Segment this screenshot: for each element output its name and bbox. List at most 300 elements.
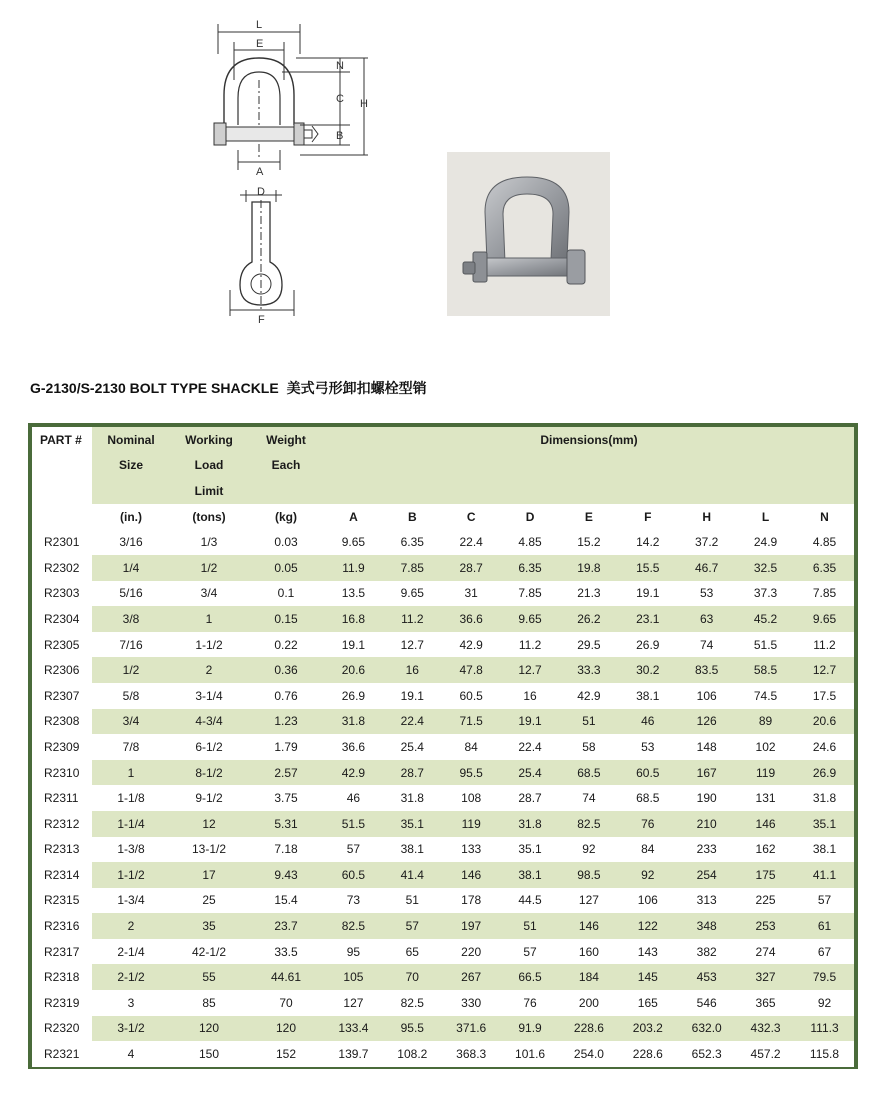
table-cell: 127 [560, 888, 619, 914]
table-cell: 9.65 [795, 606, 854, 632]
table-cell: 44.5 [501, 888, 560, 914]
table-cell: 1-1/2 [92, 862, 170, 888]
table-cell: 9.65 [501, 606, 560, 632]
table-cell: 74.5 [736, 683, 795, 709]
table-cell: 26.9 [324, 683, 383, 709]
header-working-1: Working [170, 427, 248, 453]
table-cell: 26.2 [560, 606, 619, 632]
table-cell: 2-1/2 [92, 964, 170, 990]
table-cell: 13.5 [324, 581, 383, 607]
table-cell: 82.5 [383, 990, 442, 1016]
table-cell: 9.43 [248, 862, 324, 888]
table-cell: 267 [442, 964, 501, 990]
table-cell: 4.85 [795, 529, 854, 555]
table-cell: 20.6 [324, 657, 383, 683]
header-weight-2: Each [248, 453, 324, 479]
table-cell: 53 [618, 734, 677, 760]
table-row [32, 529, 854, 555]
table-cell: 46 [618, 709, 677, 735]
table-cell: 53 [677, 581, 736, 607]
table-cell: 1/3 [170, 529, 248, 555]
header-working-2: Load [170, 453, 248, 479]
table-cell: 57 [383, 913, 442, 939]
table-cell: 65 [383, 939, 442, 965]
table-cell: 31.8 [383, 785, 442, 811]
table-cell: 0.05 [248, 555, 324, 581]
part-number-cell: R2304 [32, 606, 92, 632]
table-cell: 0.22 [248, 632, 324, 658]
table-cell: 3 [92, 990, 170, 1016]
title-chinese: 美式弓形卸扣螺栓型销 [286, 381, 427, 397]
table-cell: 38.1 [383, 837, 442, 863]
part-number-cell: R2319 [32, 990, 92, 1016]
header-row-2 [32, 453, 854, 479]
table-cell: 44.61 [248, 964, 324, 990]
table-cell: 31.8 [795, 785, 854, 811]
table-cell: 67 [795, 939, 854, 965]
table-cell: 11.2 [501, 632, 560, 658]
table-cell: 253 [736, 913, 795, 939]
table-cell: 98.5 [560, 862, 619, 888]
header-row-1 [32, 427, 854, 453]
table-cell: 25.4 [383, 734, 442, 760]
table-cell: 73 [324, 888, 383, 914]
table-cell: 7.85 [501, 581, 560, 607]
table-cell: 3/4 [92, 709, 170, 735]
table-cell: 19.1 [501, 709, 560, 735]
table-cell: 37.3 [736, 581, 795, 607]
shackle-dimension-diagram [200, 10, 400, 325]
table-cell: 225 [736, 888, 795, 914]
table-row [32, 888, 854, 914]
table-cell: 42.9 [560, 683, 619, 709]
table-cell: 203.2 [618, 1016, 677, 1042]
part-number-cell: R2307 [32, 683, 92, 709]
part-number-cell: R2302 [32, 555, 92, 581]
table-cell: 2 [170, 657, 248, 683]
table-cell: 85 [170, 990, 248, 1016]
table-cell: 0.36 [248, 657, 324, 683]
table-cell: 22.4 [383, 709, 442, 735]
table-row [32, 657, 854, 683]
table-cell: 106 [677, 683, 736, 709]
table-cell: 7.18 [248, 837, 324, 863]
table-cell: 28.7 [442, 555, 501, 581]
table-row [32, 709, 854, 735]
table-row [32, 734, 854, 760]
table-cell: 68.5 [560, 760, 619, 786]
table-cell: 23.1 [618, 606, 677, 632]
part-number-cell: R2314 [32, 862, 92, 888]
table-cell: 126 [677, 709, 736, 735]
table-cell: 3-1/2 [92, 1016, 170, 1042]
table-cell: 12.7 [501, 657, 560, 683]
table-cell: 274 [736, 939, 795, 965]
table-row [32, 990, 854, 1016]
table-cell: 228.6 [560, 1016, 619, 1042]
part-number-cell: R2301 [32, 529, 92, 555]
table-cell: 19.1 [383, 683, 442, 709]
table-cell: 133 [442, 837, 501, 863]
table-cell: 119 [736, 760, 795, 786]
table-cell: 120 [170, 1016, 248, 1042]
table-cell: 2 [92, 913, 170, 939]
table-cell: 152 [248, 1041, 324, 1067]
table-row [32, 913, 854, 939]
unit-cell: L [736, 504, 795, 530]
table-cell: 51.5 [324, 811, 383, 837]
table-cell: 24.6 [795, 734, 854, 760]
table-cell: 1-1/8 [92, 785, 170, 811]
table-cell: 3/4 [170, 581, 248, 607]
table-cell: 19.8 [560, 555, 619, 581]
table-cell: 0.76 [248, 683, 324, 709]
table-row [32, 581, 854, 607]
table-cell: 16.8 [324, 606, 383, 632]
units-row [32, 504, 854, 530]
table-cell: 6.35 [501, 555, 560, 581]
table-cell: 25 [170, 888, 248, 914]
table-cell: 1.79 [248, 734, 324, 760]
table-cell: 162 [736, 837, 795, 863]
part-number-cell: R2313 [32, 837, 92, 863]
table-cell: 210 [677, 811, 736, 837]
table-cell: 95 [324, 939, 383, 965]
table-cell: 150 [170, 1041, 248, 1067]
table-cell: 11.9 [324, 555, 383, 581]
label-l: L [256, 19, 263, 31]
label-a: A [256, 166, 264, 178]
table-cell: 29.5 [560, 632, 619, 658]
table-cell: 41.1 [795, 862, 854, 888]
header-dimensions: Dimensions(mm) [324, 427, 854, 453]
shackle-product-photo [447, 152, 610, 316]
table-cell: 41.4 [383, 862, 442, 888]
header-nominal-2: Size [92, 453, 170, 479]
spec-table [32, 427, 854, 1067]
table-cell: 17 [170, 862, 248, 888]
table-cell: 57 [795, 888, 854, 914]
table-cell: 82.5 [324, 913, 383, 939]
table-cell: 4-3/4 [170, 709, 248, 735]
part-number-cell: R2306 [32, 657, 92, 683]
table-cell: 58 [560, 734, 619, 760]
table-cell: 348 [677, 913, 736, 939]
table-cell: 42.9 [324, 760, 383, 786]
table-cell: 26.9 [795, 760, 854, 786]
table-cell: 36.6 [324, 734, 383, 760]
unit-cell: E [560, 504, 619, 530]
table-cell: 131 [736, 785, 795, 811]
table-cell: 35 [170, 913, 248, 939]
table-cell: 145 [618, 964, 677, 990]
table-cell: 51 [383, 888, 442, 914]
table-cell: 106 [618, 888, 677, 914]
header-weight-1: Weight [248, 427, 324, 453]
table-cell: 3/8 [92, 606, 170, 632]
table-cell: 38.1 [501, 862, 560, 888]
part-number-cell: R2309 [32, 734, 92, 760]
table-cell: 92 [560, 837, 619, 863]
table-cell: 148 [677, 734, 736, 760]
table-cell: 546 [677, 990, 736, 1016]
table-row [32, 555, 854, 581]
table-cell: 38.1 [618, 683, 677, 709]
header-blank [92, 478, 170, 504]
table-cell: 5/16 [92, 581, 170, 607]
table-cell: 47.8 [442, 657, 501, 683]
unit-cell: (kg) [248, 504, 324, 530]
table-cell: 7.85 [383, 555, 442, 581]
table-cell: 92 [618, 862, 677, 888]
table-cell: 35.1 [795, 811, 854, 837]
table-row [32, 811, 854, 837]
part-number-cell: R2316 [32, 913, 92, 939]
table-cell: 26.9 [618, 632, 677, 658]
table-cell: 45.2 [736, 606, 795, 632]
table-cell: 4.85 [501, 529, 560, 555]
label-h: H [360, 98, 368, 110]
table-row [32, 862, 854, 888]
table-cell: 108.2 [383, 1041, 442, 1067]
table-cell: 60.5 [324, 862, 383, 888]
table-row [32, 837, 854, 863]
table-cell: 19.1 [324, 632, 383, 658]
table-row [32, 632, 854, 658]
table-cell: 35.1 [501, 837, 560, 863]
unit-cell: H [677, 504, 736, 530]
part-number-cell: R2303 [32, 581, 92, 607]
table-cell: 382 [677, 939, 736, 965]
table-cell: 61 [795, 913, 854, 939]
table-cell: 197 [442, 913, 501, 939]
table-cell: 28.7 [501, 785, 560, 811]
table-cell: 228.6 [618, 1041, 677, 1067]
table-cell: 365 [736, 990, 795, 1016]
header-blank [248, 478, 324, 504]
table-cell: 46 [324, 785, 383, 811]
table-cell: 22.4 [501, 734, 560, 760]
table-cell: 58.5 [736, 657, 795, 683]
table-cell: 37.2 [677, 529, 736, 555]
header-blank [324, 478, 854, 504]
unit-cell: A [324, 504, 383, 530]
table-cell: 38.1 [795, 837, 854, 863]
table-cell: 31.8 [501, 811, 560, 837]
table-cell: 19.1 [618, 581, 677, 607]
table-cell: 1 [92, 760, 170, 786]
table-cell: 143 [618, 939, 677, 965]
table-cell: 79.5 [795, 964, 854, 990]
table-cell: 139.7 [324, 1041, 383, 1067]
label-d: D [257, 186, 265, 198]
table-cell: 57 [324, 837, 383, 863]
table-cell: 91.9 [501, 1016, 560, 1042]
table-cell: 35.1 [383, 811, 442, 837]
table-cell: 20.6 [795, 709, 854, 735]
table-row [32, 1041, 854, 1067]
header-blank [324, 453, 854, 479]
table-cell: 3-1/4 [170, 683, 248, 709]
table-cell: 0.03 [248, 529, 324, 555]
part-number-cell: R2305 [32, 632, 92, 658]
table-cell: 632.0 [677, 1016, 736, 1042]
table-cell: 95.5 [383, 1016, 442, 1042]
table-cell: 220 [442, 939, 501, 965]
table-cell: 55 [170, 964, 248, 990]
unit-cell: (tons) [170, 504, 248, 530]
table-cell: 11.2 [795, 632, 854, 658]
table-cell: 2-1/4 [92, 939, 170, 965]
product-title [30, 378, 427, 398]
table-cell: 167 [677, 760, 736, 786]
table-cell: 51 [501, 913, 560, 939]
table-cell: 95.5 [442, 760, 501, 786]
table-cell: 200 [560, 990, 619, 1016]
table-cell: 175 [736, 862, 795, 888]
label-b: B [336, 130, 344, 142]
table-cell: 2.57 [248, 760, 324, 786]
table-cell: 13-1/2 [170, 837, 248, 863]
title-english: G-2130/S-2130 BOLT TYPE SHACKLE [30, 380, 279, 396]
table-cell: 66.5 [501, 964, 560, 990]
table-cell: 120 [248, 1016, 324, 1042]
table-row [32, 606, 854, 632]
table-cell: 51 [560, 709, 619, 735]
table-cell: 23.7 [248, 913, 324, 939]
table-cell: 0.15 [248, 606, 324, 632]
table-cell: 60.5 [442, 683, 501, 709]
table-cell: 1-1/2 [170, 632, 248, 658]
table-cell: 92 [795, 990, 854, 1016]
table-cell: 21.3 [560, 581, 619, 607]
table-cell: 1/2 [92, 657, 170, 683]
table-cell: 371.6 [442, 1016, 501, 1042]
table-cell: 70 [248, 990, 324, 1016]
table-cell: 190 [677, 785, 736, 811]
table-cell: 63 [677, 606, 736, 632]
table-cell: 6.35 [795, 555, 854, 581]
table-cell: 16 [501, 683, 560, 709]
table-cell: 3/16 [92, 529, 170, 555]
header-row-3 [32, 478, 854, 504]
table-cell: 24.9 [736, 529, 795, 555]
table-cell: 31.8 [324, 709, 383, 735]
table-cell: 84 [442, 734, 501, 760]
table-cell: 1-3/4 [92, 888, 170, 914]
table-cell: 457.2 [736, 1041, 795, 1067]
table-cell: 76 [501, 990, 560, 1016]
table-cell: 0.1 [248, 581, 324, 607]
table-cell: 32.5 [736, 555, 795, 581]
table-cell: 101.6 [501, 1041, 560, 1067]
spec-table-frame [28, 423, 858, 1069]
table-cell: 16 [383, 657, 442, 683]
header-nominal-1: Nominal [92, 427, 170, 453]
table-cell: 89 [736, 709, 795, 735]
table-cell: 30.2 [618, 657, 677, 683]
table-cell: 1/4 [92, 555, 170, 581]
table-cell: 1 [170, 606, 248, 632]
units-blank [32, 504, 92, 530]
table-cell: 368.3 [442, 1041, 501, 1067]
label-n: N [336, 60, 344, 72]
table-cell: 119 [442, 811, 501, 837]
table-cell: 9-1/2 [170, 785, 248, 811]
table-cell: 14.2 [618, 529, 677, 555]
table-cell: 327 [736, 964, 795, 990]
table-cell: 74 [560, 785, 619, 811]
table-cell: 115.8 [795, 1041, 854, 1067]
table-cell: 33.5 [248, 939, 324, 965]
table-cell: 83.5 [677, 657, 736, 683]
part-number-cell: R2321 [32, 1041, 92, 1067]
part-number-cell: R2315 [32, 888, 92, 914]
unit-cell: F [618, 504, 677, 530]
table-cell: 7/16 [92, 632, 170, 658]
part-number-cell: R2311 [32, 785, 92, 811]
table-cell: 9.65 [383, 581, 442, 607]
table-row [32, 785, 854, 811]
table-cell: 8-1/2 [170, 760, 248, 786]
table-cell: 432.3 [736, 1016, 795, 1042]
table-cell: 12.7 [383, 632, 442, 658]
label-e: E [256, 38, 264, 50]
table-cell: 178 [442, 888, 501, 914]
table-cell: 22.4 [442, 529, 501, 555]
table-cell: 74 [677, 632, 736, 658]
table-cell: 1-1/4 [92, 811, 170, 837]
table-cell: 11.2 [383, 606, 442, 632]
part-number-cell: R2310 [32, 760, 92, 786]
part-number-cell: R2312 [32, 811, 92, 837]
table-cell: 254 [677, 862, 736, 888]
unit-cell: N [795, 504, 854, 530]
table-cell: 5.31 [248, 811, 324, 837]
table-cell: 15.4 [248, 888, 324, 914]
table-cell: 6-1/2 [170, 734, 248, 760]
label-f: F [258, 314, 265, 325]
table-cell: 28.7 [383, 760, 442, 786]
table-cell: 33.3 [560, 657, 619, 683]
table-row [32, 939, 854, 965]
table-cell: 25.4 [501, 760, 560, 786]
table-cell: 165 [618, 990, 677, 1016]
table-cell: 111.3 [795, 1016, 854, 1042]
table-cell: 146 [736, 811, 795, 837]
table-cell: 7.85 [795, 581, 854, 607]
table-cell: 233 [677, 837, 736, 863]
table-cell: 9.65 [324, 529, 383, 555]
table-cell: 76 [618, 811, 677, 837]
table-cell: 42-1/2 [170, 939, 248, 965]
table-cell: 3.75 [248, 785, 324, 811]
table-cell: 15.5 [618, 555, 677, 581]
table-cell: 1/2 [170, 555, 248, 581]
table-cell: 105 [324, 964, 383, 990]
table-cell: 46.7 [677, 555, 736, 581]
table-cell: 313 [677, 888, 736, 914]
label-c: C [336, 93, 344, 105]
table-cell: 5/8 [92, 683, 170, 709]
table-cell: 133.4 [324, 1016, 383, 1042]
table-row [32, 683, 854, 709]
unit-cell: C [442, 504, 501, 530]
table-cell: 146 [560, 913, 619, 939]
part-number-cell: R2317 [32, 939, 92, 965]
table-cell: 31 [442, 581, 501, 607]
table-cell: 17.5 [795, 683, 854, 709]
